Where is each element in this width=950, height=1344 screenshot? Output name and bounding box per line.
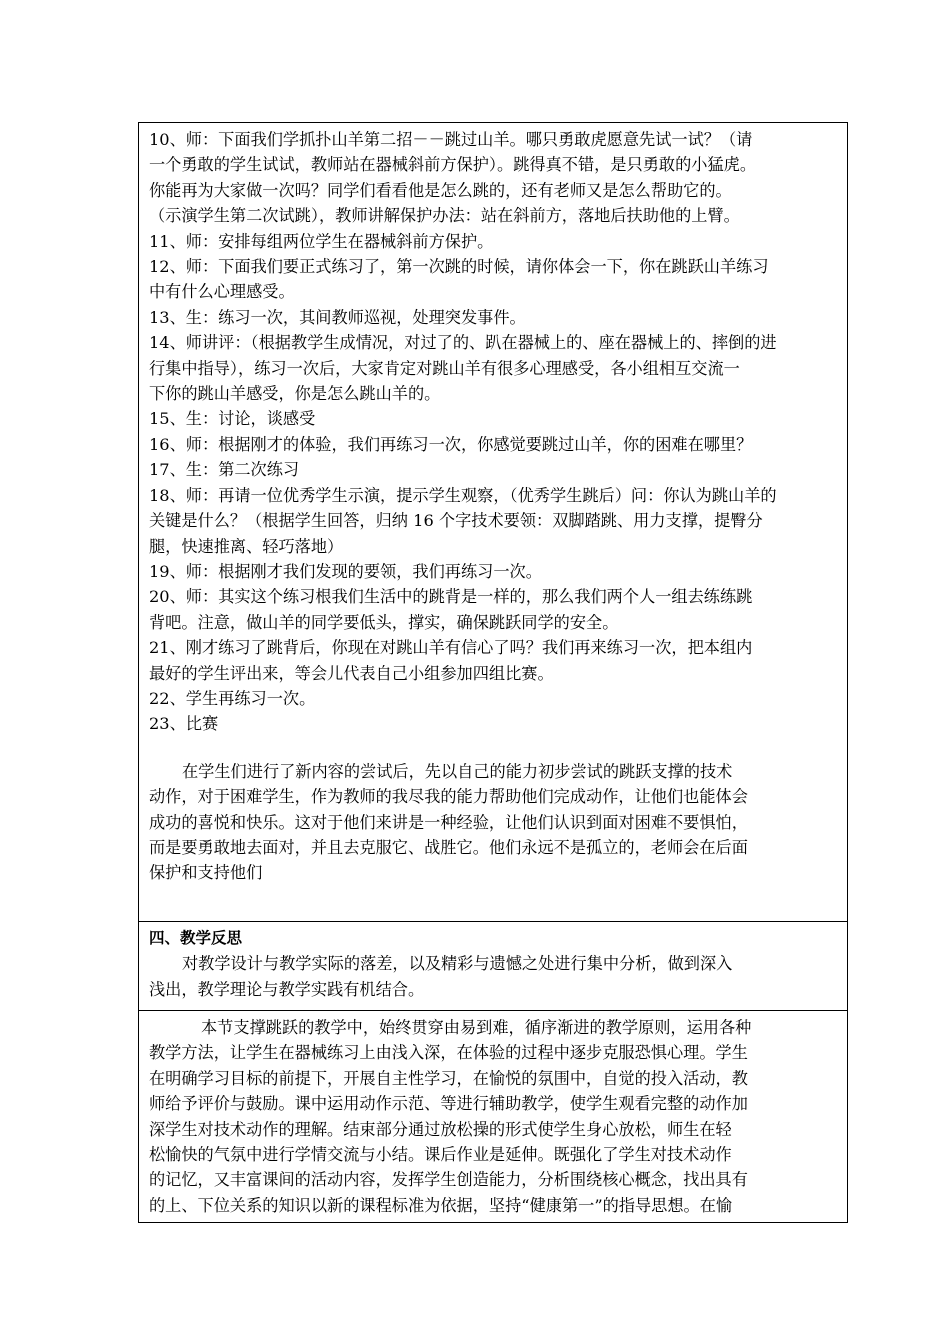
reflection-body-line: 教学方法，让学生在器械练习上由浅入深，在体验的过程中逐步克服恐惧心理。学生 [149,1043,748,1063]
section-title: 四、教学反思 [149,929,243,947]
process-line: 背吧。注意，做山羊的同学要低头，撑实，确保跳跃同学的安全。 [149,612,619,632]
process-line: 最好的学生评出来，等会儿代表自己小组参加四组比赛。 [149,663,554,683]
process-line: 16、师：根据刚才的体验，我们再练习一次，你感觉要跳过山羊，你的困难在哪里？ [149,434,753,454]
process-line: 23、比赛 [149,714,219,734]
process-line: 20、师：其实这个练习根我们生活中的跳背是一样的，那么我们两个人一组去练练跳 [149,587,753,607]
summary-line: 动作，对于困难学生，作为教师的我尽我的能力帮助他们完成动作，让他们也能体会 [149,787,748,807]
reflection-body-line: 的记忆，又丰富课间的活动内容，发挥学生创造能力，分析围绕核心概念，找出具有 [149,1170,748,1190]
process-line: 你能再为大家做一次吗？同学们看看他是怎么跳的，还有老师又是怎么帮助它的。 [149,180,732,200]
process-line: 10、师：下面我们学抓扑山羊第二招－－跳过山羊。哪只勇敢虎愿意先试一试？（请 [149,130,753,149]
process-line: 14、师讲评：（根据教学生成情况，对过了的、趴在器械上的、座在器械上的、摔倒的进 [149,333,777,353]
teaching-process-cell [139,123,848,922]
process-line: 一个勇敢的学生试试，教师站在器械斜前方保护）。跳得真不错，是只勇敢的小猛虎。 [149,155,757,175]
lesson-plan-table [138,122,848,1223]
reflection-body-line: 师给予评价与鼓励。课中运用动作示范、等进行辅助教学，使学生观看完整的动作加 [149,1094,748,1114]
process-line: 11、师：安排每组两位学生在器械斜前方保护。 [149,231,494,251]
process-line: 17、生：第二次练习 [149,460,300,480]
process-line: 中有什么心理感受。 [149,282,295,302]
reflection-body-line: 松愉快的气氛中进行学情交流与小结。课后作业是延伸。既强化了学生对技术动作 [149,1145,732,1165]
process-line: 12、师：下面我们要正式练习了，第一次跳的时候，请你体会一下，你在跳跃山羊练习 [149,257,769,277]
process-line: （示演学生第二次试跳），教师讲解保护办法：站在斜前方，落地后扶助他的上臂。 [149,206,740,226]
reflection-instruction-line: 对教学设计与教学实际的落差，以及精彩与遗憾之处进行集中分析，做到深入 [182,954,733,974]
process-line: 关键是什么？（根据学生回答，归纳 16 个字技术要领：双脚踏跳、用力支撑，提臀分 [149,511,763,531]
process-line: 18、师：再请一位优秀学生示演，提示学生观察，（优秀学生跳后）问：你认为跳山羊的 [149,485,777,505]
reflection-body-line: 在明确学习目标的前提下，开展自主性学习，在愉悦的氛围中，自觉的投入活动，教 [149,1068,748,1088]
reflection-header-cell [139,922,848,1011]
process-line: 13、生：练习一次，其间教师巡视，处理突发事件。 [149,307,526,327]
summary-line: 成功的喜悦和快乐。这对于他们来讲是一种经验，让他们认识到面对困难不要惧怕， [149,812,748,832]
summary-line: 在学生们进行了新内容的尝试后，先以自己的能力初步尝试的跳跃支撑的技术 [182,761,733,781]
summary-line: 保护和支持他们 [149,863,263,883]
reflection-body-line: 的上、下位关系的知识以新的课程标准为依据，坚持“健康第一”的指导思想。在愉 [149,1195,733,1215]
process-line: 19、师：根据刚才我们发现的要领，我们再练习一次。 [149,561,542,581]
reflection-body-row [139,1011,848,1223]
reflection-header-row [139,922,848,1011]
process-line: 15、生：讨论，谈感受 [149,409,316,429]
teaching-process-row [139,123,848,922]
process-line: 腿，快速推离、轻巧落地） [149,536,344,556]
process-line: 下你的跳山羊感受，你是怎么跳山羊的。 [149,384,441,404]
reflection-instruction-line: 浅出，教学理论与教学实践有机结合。 [149,979,425,999]
summary-line: 而是要勇敢地去面对，并且去克服它、战胜它。他们永远不是孤立的，老师会在后面 [149,837,748,857]
reflection-body-line: 本节支撑跳跃的教学中，始终贯穿由易到难，循序渐进的教学原则，运用各种 [201,1018,752,1037]
process-line: 21、刚才练习了跳背后，你现在对跳山羊有信心了吗？我们再来练习一次，把本组内 [149,638,753,658]
process-line: 22、学生再练习一次。 [149,688,316,708]
reflection-body-cell [139,1011,848,1223]
paragraph-gap [149,737,839,759]
reflection-body-line: 深学生对技术动作的理解。结束部分通过放松操的形式使学生身心放松，师生在轻 [149,1119,732,1139]
process-line: 行集中指导），练习一次后，大家肯定对跳山羊有很多心理感受，各小组相互交流一 [149,358,740,378]
